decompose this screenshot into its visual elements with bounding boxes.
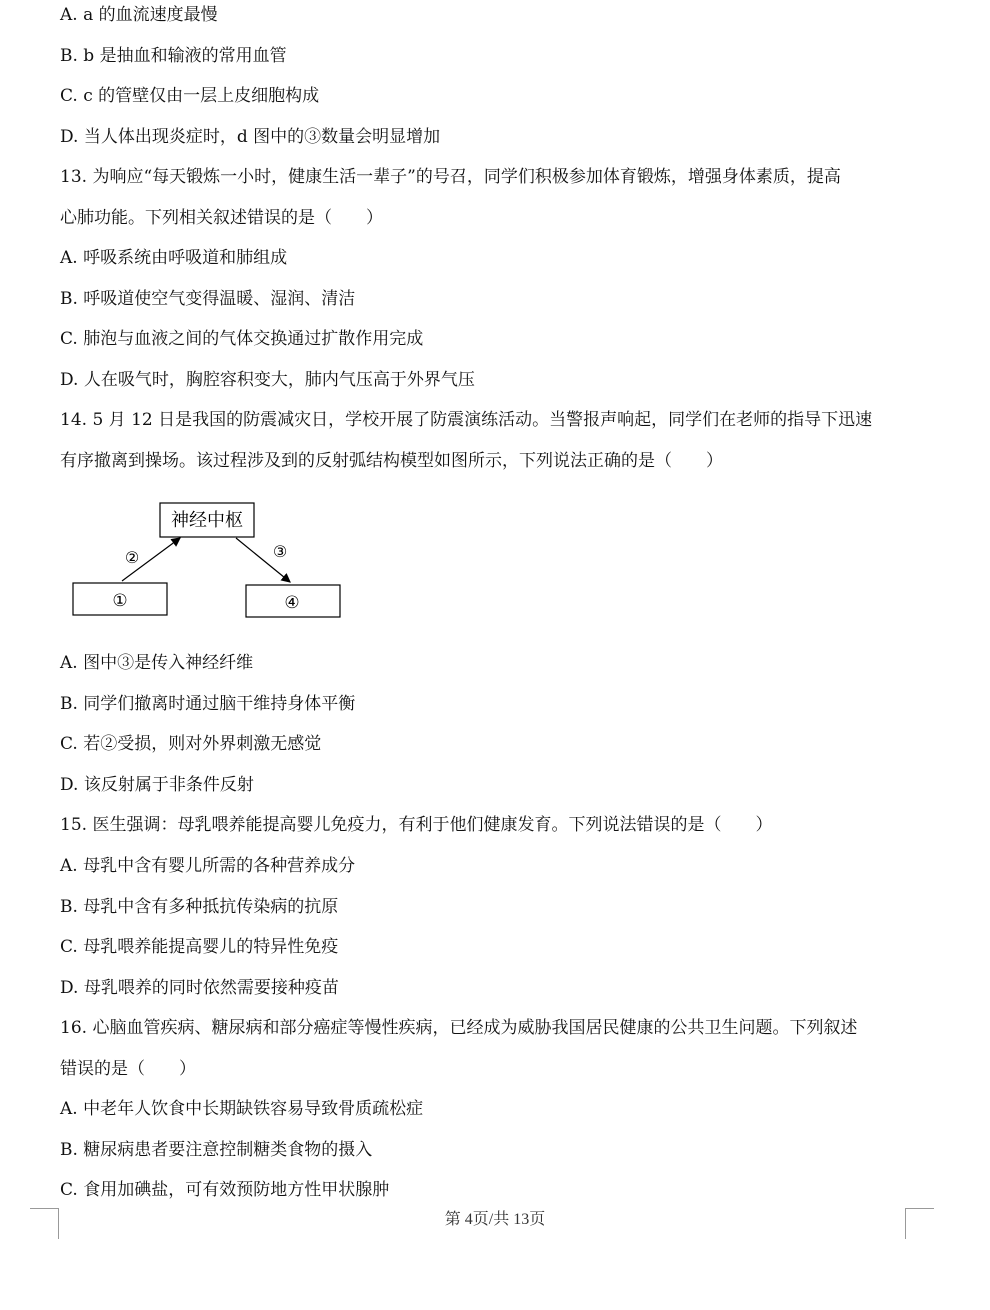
arrow-3-label: ③	[272, 542, 288, 561]
question-14-stem-line1: 14. 5 月 12 日是我国的防震减灾日，学校开展了防震演练活动。当警报声响起，同学们在老师的指导下迅速	[60, 410, 873, 430]
question-13-stem-line2: 心肺功能。下列相关叙述错误的是（ ）	[60, 208, 383, 228]
option-15c: C. 母乳喂养能提高婴儿的特异性免疫	[60, 937, 339, 957]
option-15b: B. 母乳中含有多种抵抗传染病的抗原	[60, 897, 339, 917]
option-13d: D. 人在吸气时，胸腔容积变大，肺内气压高于外界气压	[60, 370, 475, 390]
option-14a: A. 图中③是传入神经纤维	[60, 653, 254, 673]
reflex-arc-diagram	[60, 495, 360, 630]
nerve-center-label: 神经中枢	[171, 510, 243, 531]
option-13a: A. 呼吸系统由呼吸道和肺组成	[60, 248, 288, 268]
question-16-stem-line2: 错误的是（ ）	[60, 1059, 196, 1079]
box-4-label: ④	[284, 593, 300, 613]
option-16c: C. 食用加碘盐，可有效预防地方性甲状腺肿	[60, 1180, 390, 1200]
option-12c: C. c 的管壁仅由一层上皮细胞构成	[60, 86, 320, 106]
option-16b: B. 糖尿病患者要注意控制糖类食物的摄入	[60, 1140, 373, 1160]
option-16a: A. 中老年人饮食中长期缺铁容易导致骨质疏松症	[60, 1099, 424, 1119]
option-14c: C. 若②受损，则对外界刺激无感觉	[60, 734, 322, 754]
question-15-stem: 15. 医生强调：母乳喂养能提高婴儿免疫力，有利于他们健康发育。下列说法错误的是（ ）	[60, 815, 773, 835]
arrow-2-label: ②	[124, 548, 140, 567]
box-1-label: ①	[112, 591, 128, 611]
option-15d: D. 母乳喂养的同时依然需要接种疫苗	[60, 978, 339, 998]
option-12d: D. 当人体出现炎症时，d 图中的③数量会明显增加	[60, 127, 441, 147]
option-12a: A. a 的血流速度最慢	[60, 5, 218, 25]
option-14b: B. 同学们撤离时通过脑干维持身体平衡	[60, 694, 356, 714]
option-13c: C. 肺泡与血液之间的气体交换通过扩散作用完成	[60, 329, 424, 349]
option-12b: B. b 是抽血和输液的常用血管	[60, 46, 287, 66]
question-14-stem-line2: 有序撤离到操场。该过程涉及到的反射弧结构模型如图所示，下列说法正确的是（ ）	[60, 451, 723, 471]
option-13b: B. 呼吸道使空气变得温暖、湿润、清洁	[60, 289, 356, 309]
question-16-stem-line1: 16. 心脑血管疾病、糖尿病和部分癌症等慢性疾病，已经成为威胁我国居民健康的公共卫生问题。下列叙述	[60, 1018, 858, 1038]
question-13-stem-line1: 13. 为响应“每天锻炼一小时，健康生活一辈子”的号召，同学们积极参加体育锻炼，增强身体素质，提高	[60, 167, 841, 187]
option-15a: A. 母乳中含有婴儿所需的各种营养成分	[60, 856, 356, 876]
page-number-footer: 第 4页/共 13页	[444, 1211, 546, 1228]
option-14d: D. 该反射属于非条件反射	[60, 775, 254, 795]
